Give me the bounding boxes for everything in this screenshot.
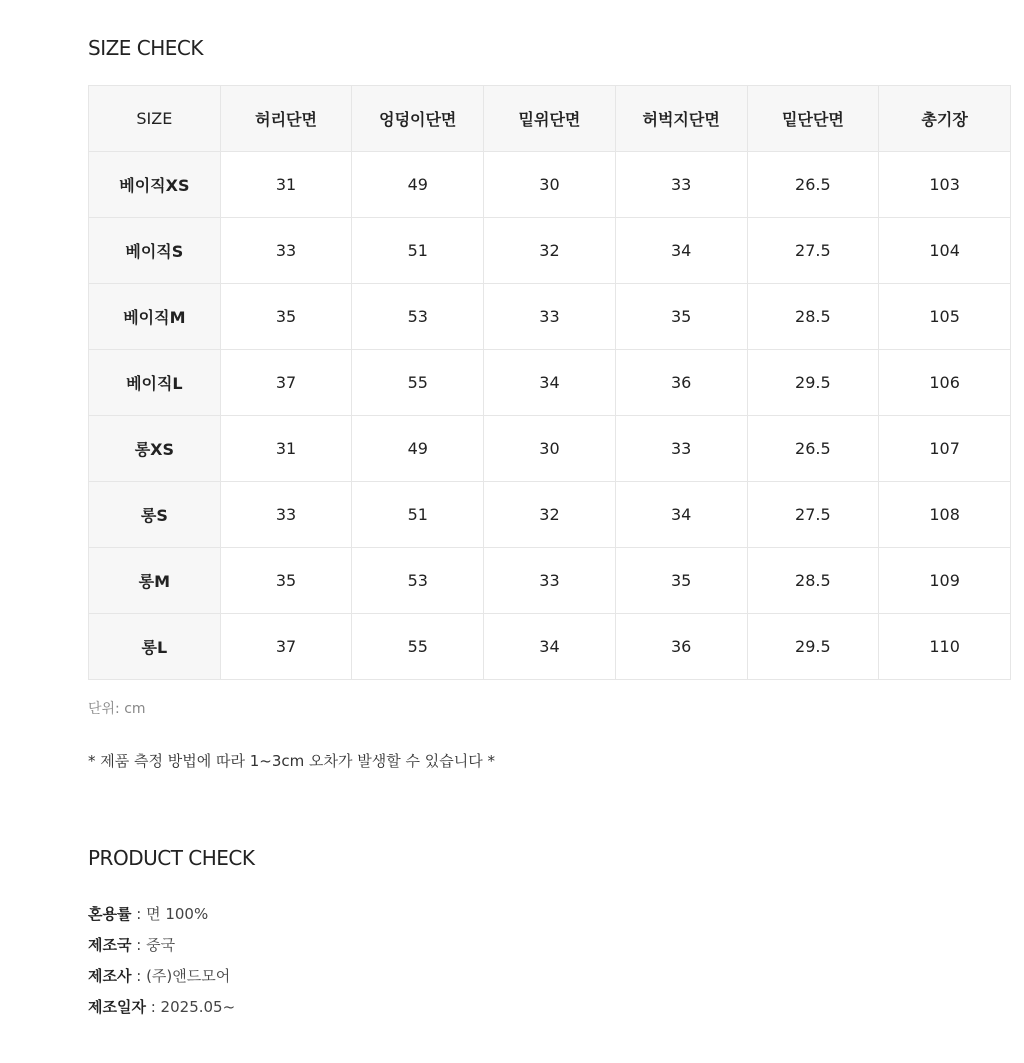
table-row bbox=[89, 218, 1011, 284]
list-item bbox=[88, 992, 235, 1023]
table-cell: 31 bbox=[220, 152, 352, 218]
table-row bbox=[89, 152, 1011, 218]
size-table-body bbox=[89, 152, 1011, 680]
table-cell: 32 bbox=[484, 482, 616, 548]
header-cell-hip: 엉덩이단면 bbox=[352, 86, 484, 152]
size-table-header-row bbox=[89, 86, 1011, 152]
table-cell: 35 bbox=[220, 284, 352, 350]
table-cell: 27.5 bbox=[747, 482, 879, 548]
table-cell: 34 bbox=[484, 350, 616, 416]
table-cell: 53 bbox=[352, 548, 484, 614]
product-info-label: 혼용률 bbox=[88, 905, 132, 923]
table-cell: 55 bbox=[352, 350, 484, 416]
size-label-cell: 베이직XS bbox=[89, 152, 221, 218]
size-table-head bbox=[89, 86, 1011, 152]
table-cell: 35 bbox=[615, 548, 747, 614]
size-label-cell: 베이직S bbox=[89, 218, 221, 284]
table-cell: 55 bbox=[352, 614, 484, 680]
table-cell: 28.5 bbox=[747, 284, 879, 350]
table-cell: 109 bbox=[879, 548, 1011, 614]
size-label-cell: 베이직M bbox=[89, 284, 221, 350]
list-item bbox=[88, 930, 235, 961]
product-info-value: : (주)앤드모어 bbox=[131, 967, 231, 985]
table-cell: 53 bbox=[352, 284, 484, 350]
product-info-label: 제조일자 bbox=[88, 998, 146, 1016]
table-cell: 110 bbox=[879, 614, 1011, 680]
size-table bbox=[88, 85, 1011, 680]
measurement-disclaimer: * 제품 측정 방법에 따라 1~3cm 오차가 발생할 수 있습니다 * bbox=[88, 752, 495, 770]
table-cell: 36 bbox=[615, 350, 747, 416]
table-cell: 33 bbox=[615, 416, 747, 482]
table-row bbox=[89, 614, 1011, 680]
table-cell: 49 bbox=[352, 152, 484, 218]
table-cell: 32 bbox=[484, 218, 616, 284]
product-info-value: : 2025.05~ bbox=[145, 998, 236, 1016]
table-row bbox=[89, 548, 1011, 614]
table-cell: 31 bbox=[220, 416, 352, 482]
table-cell: 27.5 bbox=[747, 218, 879, 284]
table-cell: 34 bbox=[484, 614, 616, 680]
table-cell: 35 bbox=[220, 548, 352, 614]
header-cell-length: 총기장 bbox=[879, 86, 1011, 152]
table-cell: 28.5 bbox=[747, 548, 879, 614]
product-info-list bbox=[88, 899, 235, 1023]
size-label-cell: 롱L bbox=[89, 614, 221, 680]
table-cell: 34 bbox=[615, 218, 747, 284]
table-cell: 37 bbox=[220, 350, 352, 416]
table-cell: 26.5 bbox=[747, 416, 879, 482]
table-cell: 30 bbox=[484, 416, 616, 482]
list-item bbox=[88, 961, 235, 992]
list-item bbox=[88, 899, 235, 930]
table-cell: 29.5 bbox=[747, 614, 879, 680]
table-cell: 36 bbox=[615, 614, 747, 680]
table-cell: 33 bbox=[484, 284, 616, 350]
header-cell-rise: 밑위단면 bbox=[484, 86, 616, 152]
table-cell: 33 bbox=[484, 548, 616, 614]
table-cell: 105 bbox=[879, 284, 1011, 350]
header-cell-hem: 밑단단면 bbox=[747, 86, 879, 152]
table-cell: 104 bbox=[879, 218, 1011, 284]
size-label-cell: 롱S bbox=[89, 482, 221, 548]
table-row bbox=[89, 284, 1011, 350]
header-cell-size: SIZE bbox=[89, 86, 221, 152]
table-cell: 33 bbox=[615, 152, 747, 218]
unit-note: 단위: cm bbox=[88, 701, 146, 717]
table-row bbox=[89, 350, 1011, 416]
header-cell-waist: 허리단면 bbox=[220, 86, 352, 152]
product-info-label: 제조국 bbox=[88, 936, 132, 954]
table-cell: 107 bbox=[879, 416, 1011, 482]
table-cell: 103 bbox=[879, 152, 1011, 218]
size-check-title: SIZE CHECK bbox=[88, 36, 204, 60]
size-label-cell: 롱XS bbox=[89, 416, 221, 482]
table-cell: 34 bbox=[615, 482, 747, 548]
product-info-label: 제조사 bbox=[88, 967, 132, 985]
table-row bbox=[89, 416, 1011, 482]
product-check-title: PRODUCT CHECK bbox=[88, 846, 255, 870]
product-info-value: : 중국 bbox=[131, 936, 176, 954]
table-row bbox=[89, 482, 1011, 548]
table-cell: 37 bbox=[220, 614, 352, 680]
table-cell: 49 bbox=[352, 416, 484, 482]
table-cell: 35 bbox=[615, 284, 747, 350]
table-cell: 51 bbox=[352, 482, 484, 548]
table-cell: 29.5 bbox=[747, 350, 879, 416]
table-cell: 106 bbox=[879, 350, 1011, 416]
header-cell-thigh: 허벅지단면 bbox=[615, 86, 747, 152]
table-cell: 30 bbox=[484, 152, 616, 218]
table-cell: 26.5 bbox=[747, 152, 879, 218]
size-label-cell: 베이직L bbox=[89, 350, 221, 416]
table-cell: 51 bbox=[352, 218, 484, 284]
table-cell: 33 bbox=[220, 482, 352, 548]
product-info-value: : 면 100% bbox=[131, 905, 209, 923]
table-cell: 108 bbox=[879, 482, 1011, 548]
table-cell: 33 bbox=[220, 218, 352, 284]
size-label-cell: 롱M bbox=[89, 548, 221, 614]
